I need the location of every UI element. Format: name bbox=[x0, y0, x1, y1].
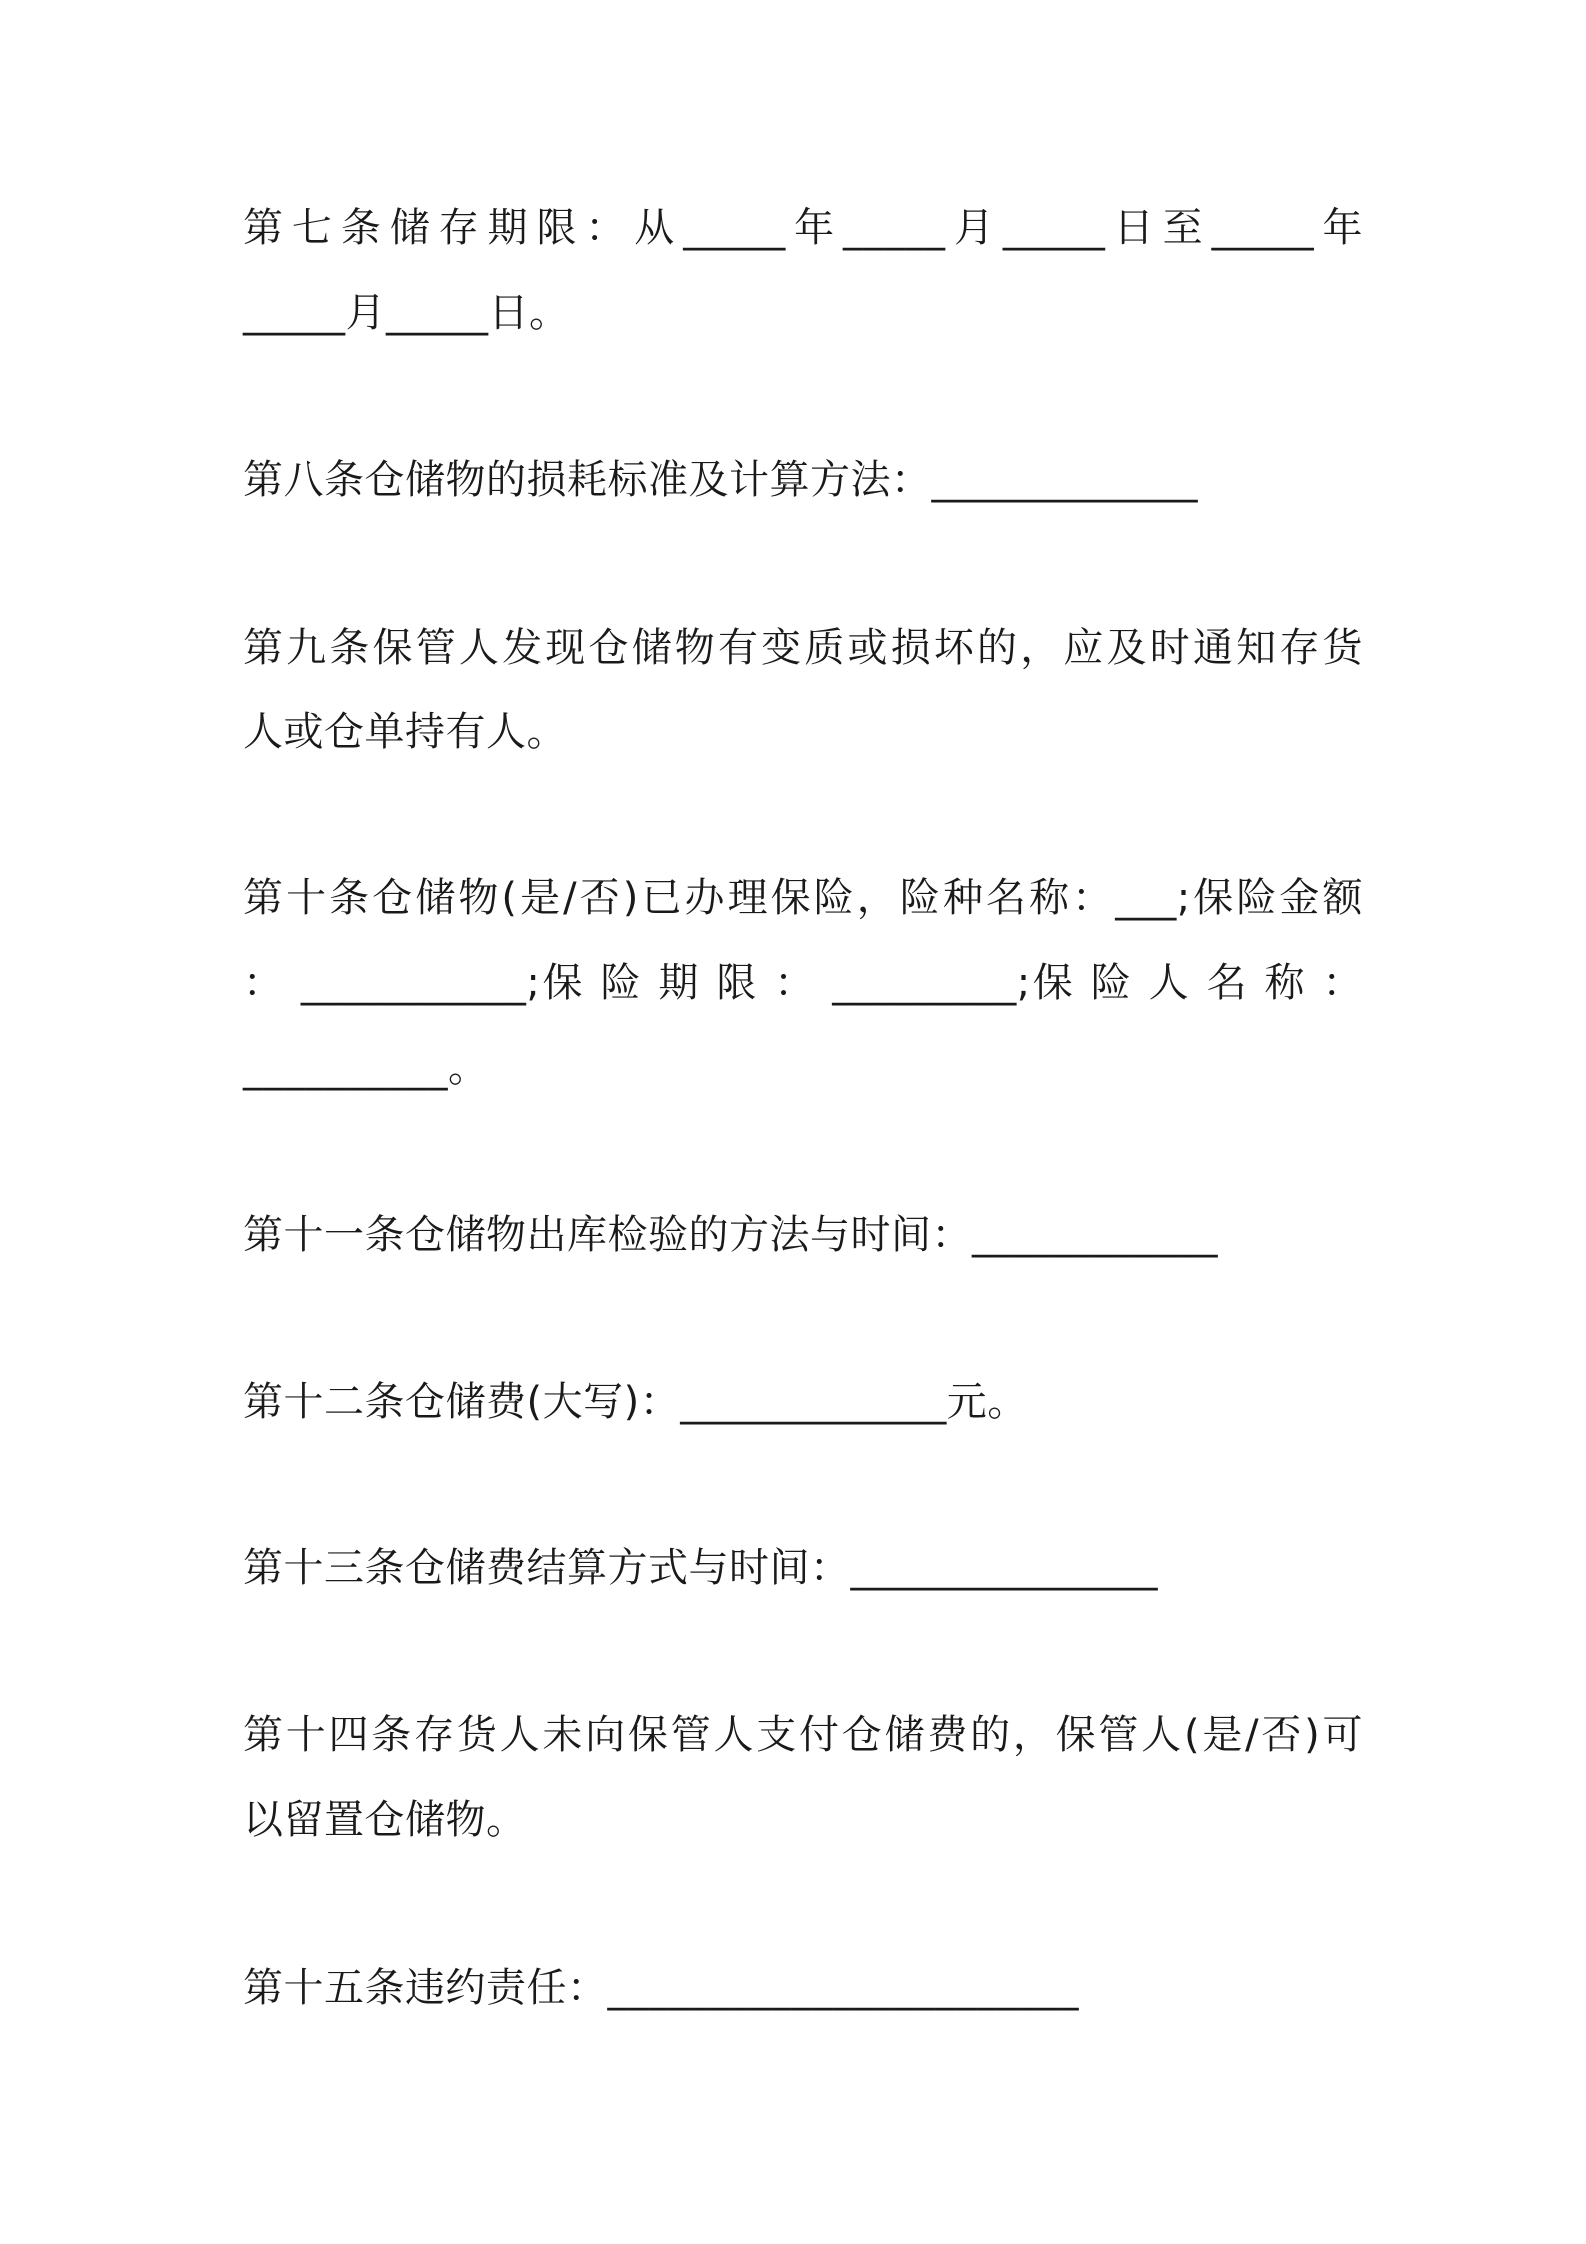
article-9-line-1: 第九条保管人发现仓储物有变质或损坏的，应及时通知存货 bbox=[243, 625, 1363, 671]
article-10-line-3: __________。 bbox=[243, 1045, 489, 1091]
article-11: 第十一条仓储物出库检验的方法与时间：____________ bbox=[243, 1212, 1218, 1258]
article-8: 第八条仓储物的损耗标准及计算方法：_____________ bbox=[243, 457, 1198, 503]
article-14-line-1: 第十四条存货人未向保管人支付仓储费的，保管人(是/否)可 bbox=[243, 1712, 1363, 1758]
article-12: 第十二条仓储费(大写)：_____________元。 bbox=[243, 1379, 1028, 1425]
article-7-line-1: 第七条储存期限：从_____年_____月_____日至_____年 bbox=[243, 205, 1363, 251]
article-7-line-2: _____月_____日。 bbox=[243, 290, 570, 336]
article-15: 第十五条违约责任：_______________________ bbox=[243, 1965, 1079, 2011]
article-13: 第十三条仓储费结算方式与时间：_______________ bbox=[243, 1545, 1158, 1591]
article-10-line-2: ： ___________;保 险 期 限 ： _________;保 险 人 名 称 ： bbox=[243, 960, 1363, 1006]
article-10-line-1: 第十条仓储物(是/否)已办理保险，险种名称：___;保险金额 bbox=[243, 875, 1363, 921]
article-9-line-2: 人或仓单持有人。 bbox=[243, 709, 567, 755]
article-14-line-2: 以留置仓储物。 bbox=[243, 1797, 527, 1843]
